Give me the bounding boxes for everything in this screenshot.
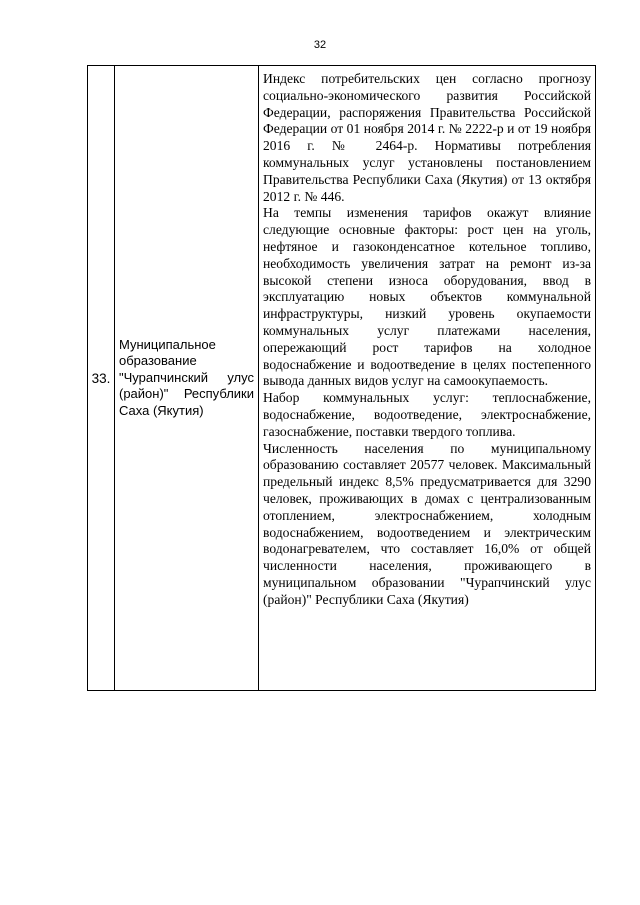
paragraph-tariff-factors: На темпы изменения тарифов окажут влияние следующие основные факторы: рост цен на уголь, нефтяное и газоконденсатное котельное топливо, необходимость увеличения затрат на ремонт из-за высокой степени износа оборудования, ввод в эксплуатацию новых объектов коммунальной инфраструктуры, низкий уровень окупаемости коммунальных услуг платежами населения, опережающий рост тарифов на холодное водоснабжение и водоотведение в целях постепенного вывода данных видов услуг на самоокупаемость. <box>263 205 591 389</box>
page-number: 32 <box>313 39 327 51</box>
paragraph-price-index: Индекс потребительских цен согласно прогнозу социально-экономического развития Российской Федерации, распоряжения Правительства Российской Федерации от 01 ноября 2014 г. № 2222-р и от 19 ноября 2016 г. № 2464-р. Нормативы потребления коммунальных услуг установлены постановлением Правительства Республики Саха (Якутия) от 13 октября 2012 г. № 446. <box>263 71 591 204</box>
tariff-table <box>87 65 596 691</box>
paragraph-services-set: Набор коммунальных услуг: теплоснабжение, водоснабжение, водоотведение, электроснабжение, газоснабжение, поставки твердого топлива. <box>263 390 591 439</box>
table-row <box>88 66 596 691</box>
paragraph-population: Численность населения по муниципальному образованию составляет 20577 человек. Максимальный предельный индекс 8,5% предусматривается для 3290 человек, проживающих в домах с централизованным отоплением, электроснабжением, холодным водоснабжением, водоотведением и электрическим водонагревателем, что составляет 16,0% от общей численности населения, проживающего в муниципальном образовании "Чурапчинский улус (район)" Республики Саха (Якутия) <box>263 440 591 607</box>
description-cell <box>259 66 596 691</box>
municipality-name: Муниципальное образование "Чурапчинский улус (район)" Республики Саха (Якутия) <box>115 66 259 691</box>
row-number: 33. <box>88 66 115 691</box>
